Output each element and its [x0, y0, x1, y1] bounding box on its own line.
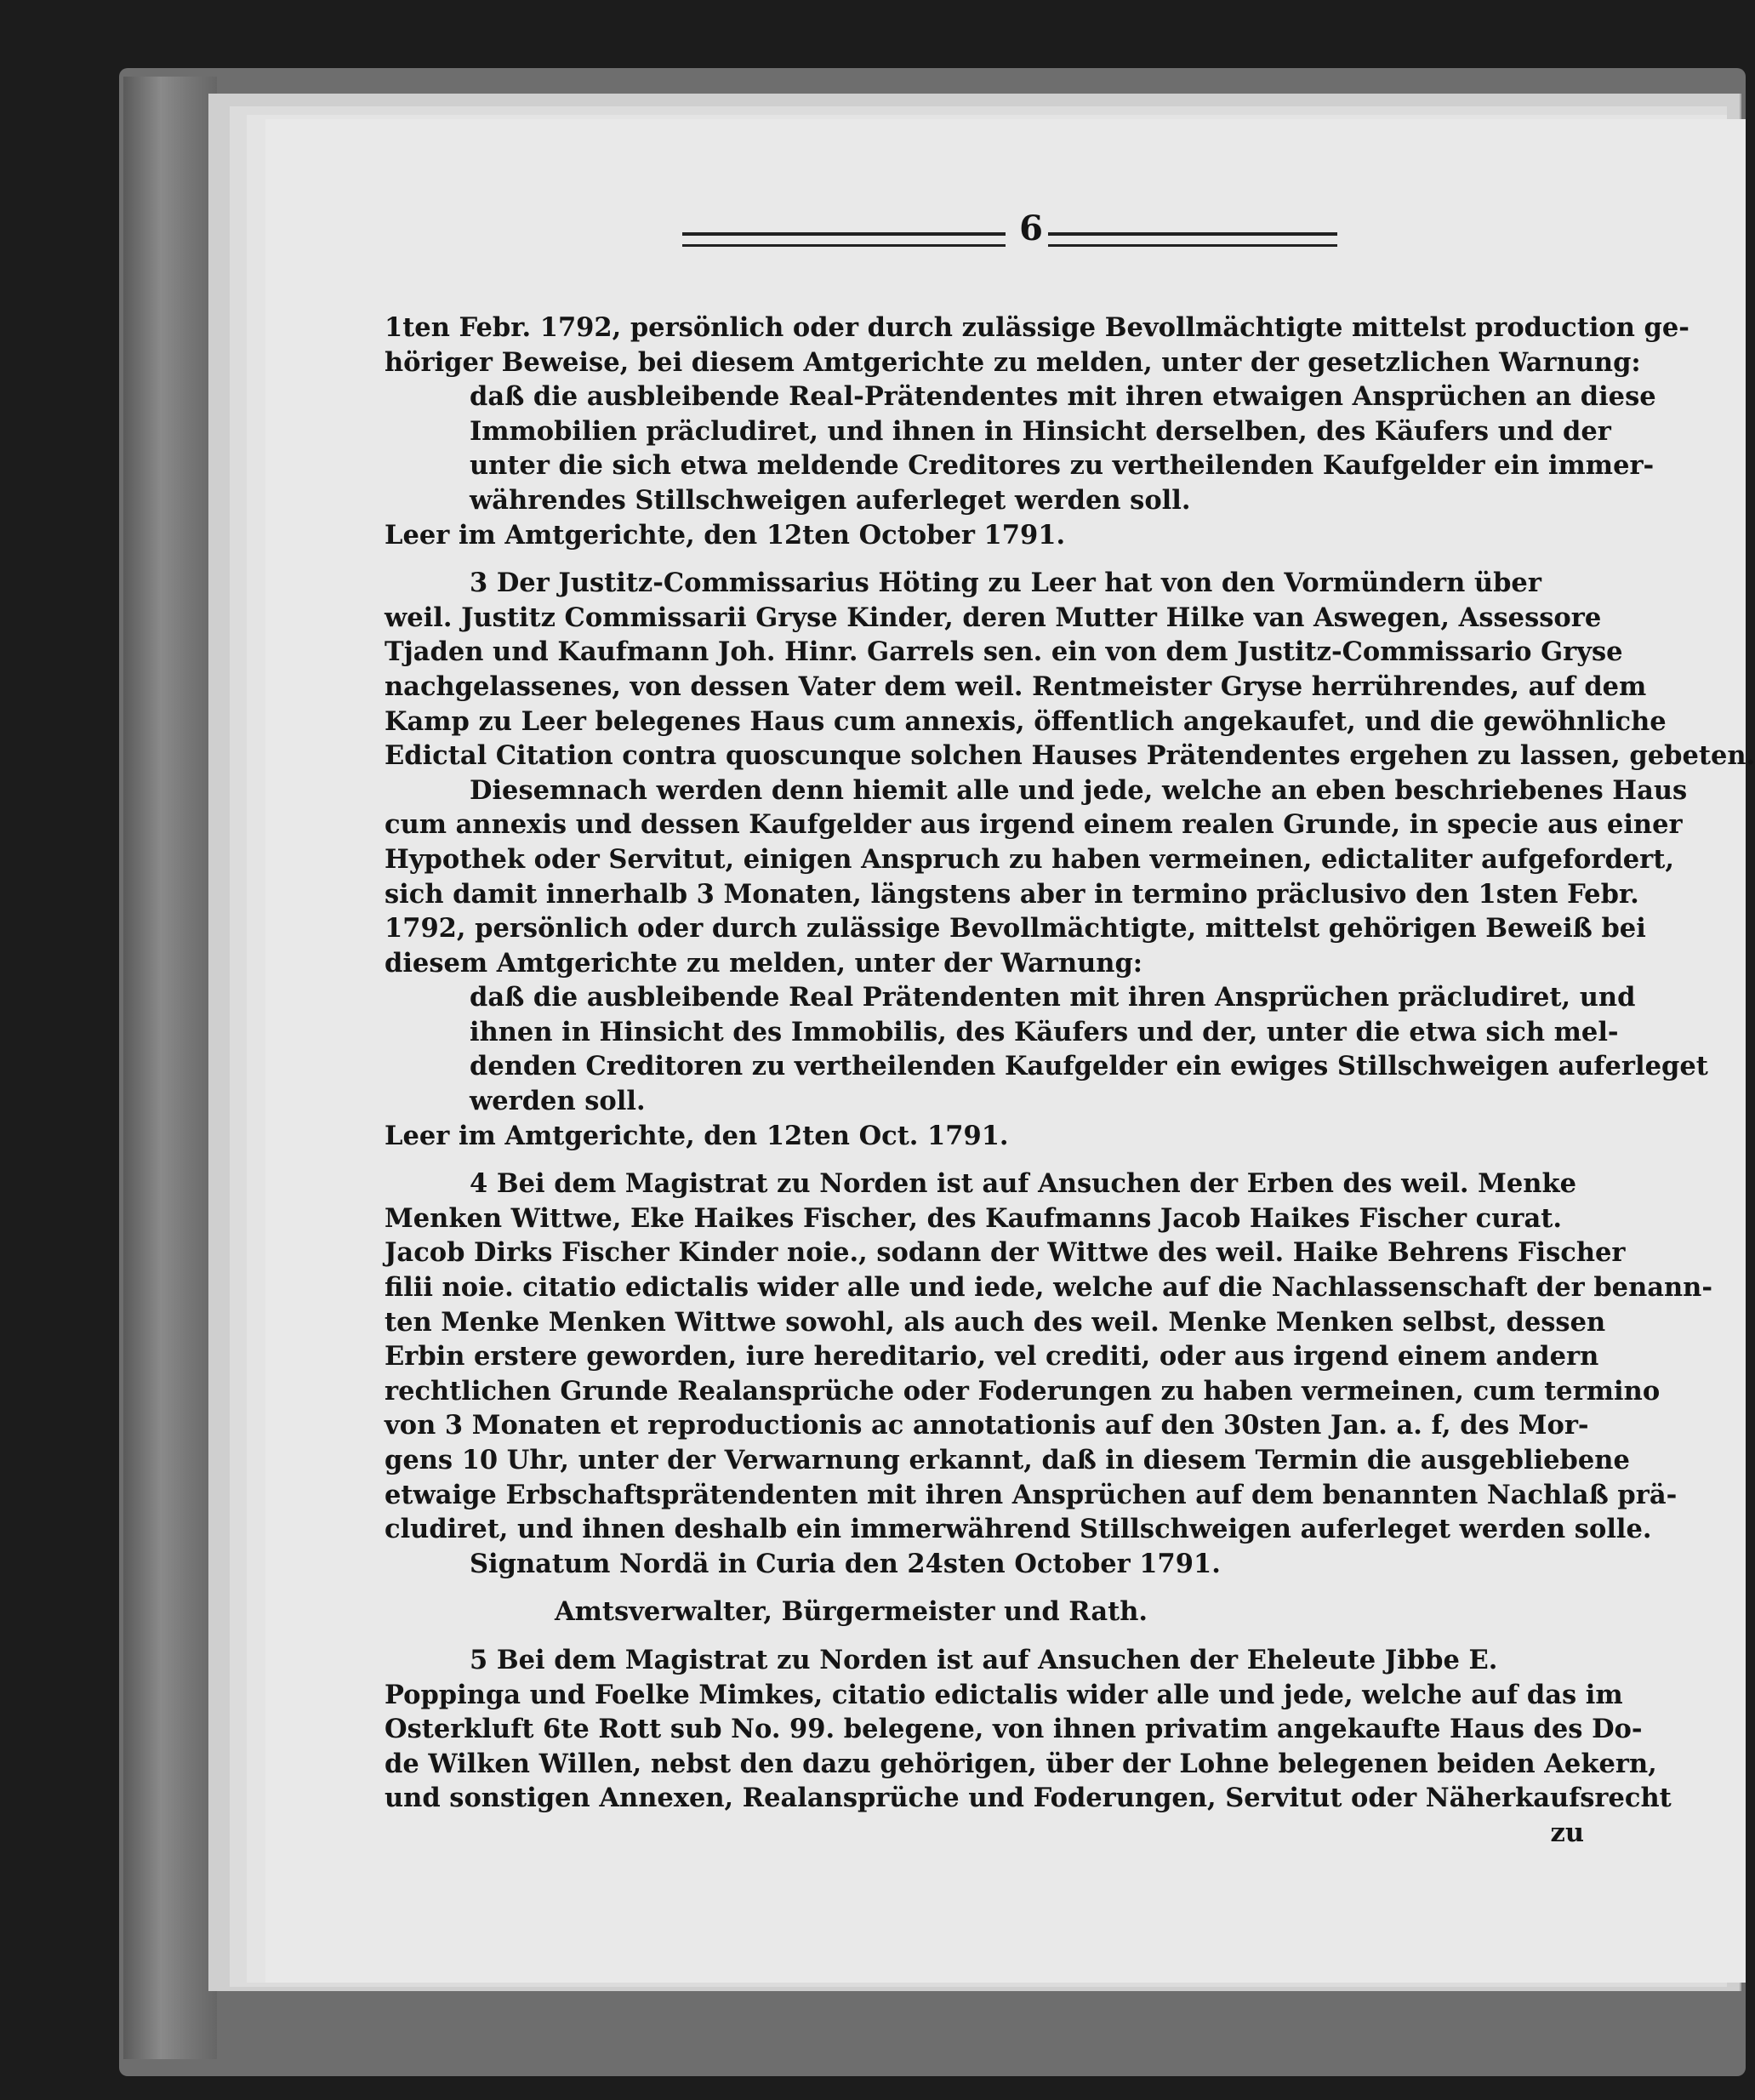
header-rule-left: [682, 232, 1006, 247]
text-line: 1ten Febr. 1792, persönlich oder durch zulässige Bevollmächtigte mittelst production ge-: [385, 312, 1689, 343]
text-line: Edictal Citation contra quoscunque solchen Hauses Prätendentes ergehen zu lassen, gebeten.: [385, 740, 1755, 772]
document-page: [265, 119, 1755, 1983]
text-line: ten Menke Menken Wittwe sowohl, als auch des weil. Menke Menken selbst, dessen: [385, 1306, 1606, 1338]
text-line: Diesemnach werden denn hiemit alle und jede, welche an eben beschriebenes Haus: [470, 774, 1688, 806]
text-line: Kamp zu Leer belegenes Haus cum annexis, öffentlich angekaufet, und die gewöhnliche: [385, 705, 1667, 737]
text-line: Signatum Nordä in Curia den 24sten October 1791.: [470, 1548, 1221, 1579]
text-line: denden Creditoren zu vertheilenden Kaufgelder ein ewiges Stillschweigen auferleget: [470, 1051, 1708, 1082]
text-line: filii noie. citatio edictalis wider alle und iede, welche auf die Nachlassenschaft der benann-: [385, 1272, 1713, 1304]
text-line: etwaige Erbschaftsprätendenten mit ihren Ansprüchen auf dem benannten Nachlaß prä-: [385, 1479, 1678, 1510]
text-line: Erbin erstere geworden, iure hereditario, vel crediti, oder aus irgend einem andern: [385, 1341, 1599, 1372]
header-rule-right: [1048, 232, 1337, 247]
text-line: diesem Amtgerichte zu melden, unter der Warnung:: [385, 947, 1143, 979]
paragraph-gap: [385, 1581, 1593, 1595]
text-line: zu: [1550, 1817, 1584, 1848]
page-number: 6: [1019, 208, 1043, 248]
text-line: weil. Justitz Commissarii Gryse Kinder, deren Mutter Hilke van Aswegen, Assessore: [385, 602, 1602, 633]
text-line: Hypothek oder Servitut, einigen Anspruch zu haben vermeinen, edictaliter aufgefordert,: [385, 843, 1674, 875]
text-line: Amtsverwalter, Bürgermeister und Rath.: [555, 1596, 1148, 1628]
book-spine: [123, 77, 217, 2059]
text-line: währendes Stillschweigen auferleget werden soll.: [470, 484, 1191, 516]
page-body-text: [385, 311, 1755, 1851]
text-line: sich damit innerhalb 3 Monaten, längstens aber in termino präclusivo den 1sten Febr.: [385, 878, 1639, 910]
text-line: gens 10 Uhr, unter der Verwarnung erkannt, daß in diesem Termin die ausgebliebene: [385, 1445, 1630, 1475]
text-line: Immobilien präcludiret, und ihnen in Hinsicht derselben, des Käufers und der: [470, 415, 1611, 447]
text-line: von 3 Monaten et reproductionis ac annotationis auf den 30sten Jan. a. f, des Mor-: [385, 1410, 1589, 1441]
paragraph-gap: [385, 1153, 1593, 1167]
paragraph-gap: [385, 1629, 1593, 1643]
text-line: 1792, persönlich oder durch zulässige Bevollmächtigte, mittelst gehörigen Beweiß bei: [385, 913, 1646, 944]
text-line: 5 Bei dem Magistrat zu Norden ist auf Ansuchen der Eheleute Jibbe E.: [470, 1644, 1498, 1675]
text-line: 3 Der Justitz-Commissarius Höting zu Leer hat von den Vormündern über: [470, 568, 1541, 599]
text-line: Menken Wittwe, Eke Haikes Fischer, des Kaufmanns Jacob Haikes Fischer curat.: [385, 1202, 1562, 1234]
text-line: cludiret, und ihnen deshalb ein immerwährend Stillschweigen auferleget werden solle.: [385, 1514, 1652, 1545]
text-line: höriger Beweise, bei diesem Amtgerichte zu melden, unter der gesetzlichen Warnung:: [385, 346, 1641, 378]
text-line: und sonstigen Annexen, Realansprüche und Foderungen, Servitut oder Näherkaufsrecht: [385, 1783, 1672, 1814]
text-line: ihnen in Hinsicht des Immobilis, des Käufers und der, unter die etwa sich mel-: [470, 1016, 1619, 1047]
text-line: Leer im Amtgerichte, den 12ten Oct. 1791.: [385, 1120, 1009, 1151]
text-line: Poppinga und Foelke Mimkes, citatio edictalis wider alle und jede, welche auf das im: [385, 1679, 1623, 1710]
text-line: Osterkluft 6te Rott sub No. 99. belegene, von ihnen privatim angekaufte Haus des Do-: [385, 1714, 1643, 1745]
text-line: unter die sich etwa meldende Creditores zu vertheilenden Kaufgelder ein immer-: [470, 450, 1655, 482]
text-line: rechtlichen Grunde Realansprüche oder Foderungen zu haben vermeinen, cum termino: [385, 1375, 1661, 1407]
text-line: daß die ausbleibende Real Prätendenten mit ihren Ansprüchen präcludiret, und: [470, 982, 1636, 1013]
text-line: daß die ausbleibende Real-Prätendentes mit ihren etwaigen Ansprüchen an diese: [470, 381, 1656, 413]
text-line: Jacob Dirks Fischer Kinder noie., sodann der Wittwe des weil. Haike Behrens Fischer: [385, 1237, 1626, 1269]
page-header: [265, 208, 1746, 260]
text-line: de Wilken Willen, nebst den dazu gehörigen, über der Lohne belegenen beiden Aekern,: [385, 1748, 1657, 1779]
paragraph-gap: [385, 552, 1593, 566]
text-line: Tjaden und Kaufmann Joh. Hinr. Garrels sen. ein von dem Justitz-Commissario Gryse: [385, 636, 1623, 668]
text-line: 4 Bei dem Magistrat zu Norden ist auf Ansuchen der Erben des weil. Menke: [470, 1168, 1577, 1200]
text-line: Leer im Amtgerichte, den 12ten October 1791.: [385, 519, 1066, 551]
text-line: werden soll.: [470, 1086, 646, 1117]
text-line: nachgelassenes, von dessen Vater dem weil. Rentmeister Gryse herrührendes, auf dem: [385, 671, 1647, 702]
text-line: cum annexis und dessen Kaufgelder aus irgend einem realen Grunde, in specie aus einer: [385, 809, 1683, 841]
